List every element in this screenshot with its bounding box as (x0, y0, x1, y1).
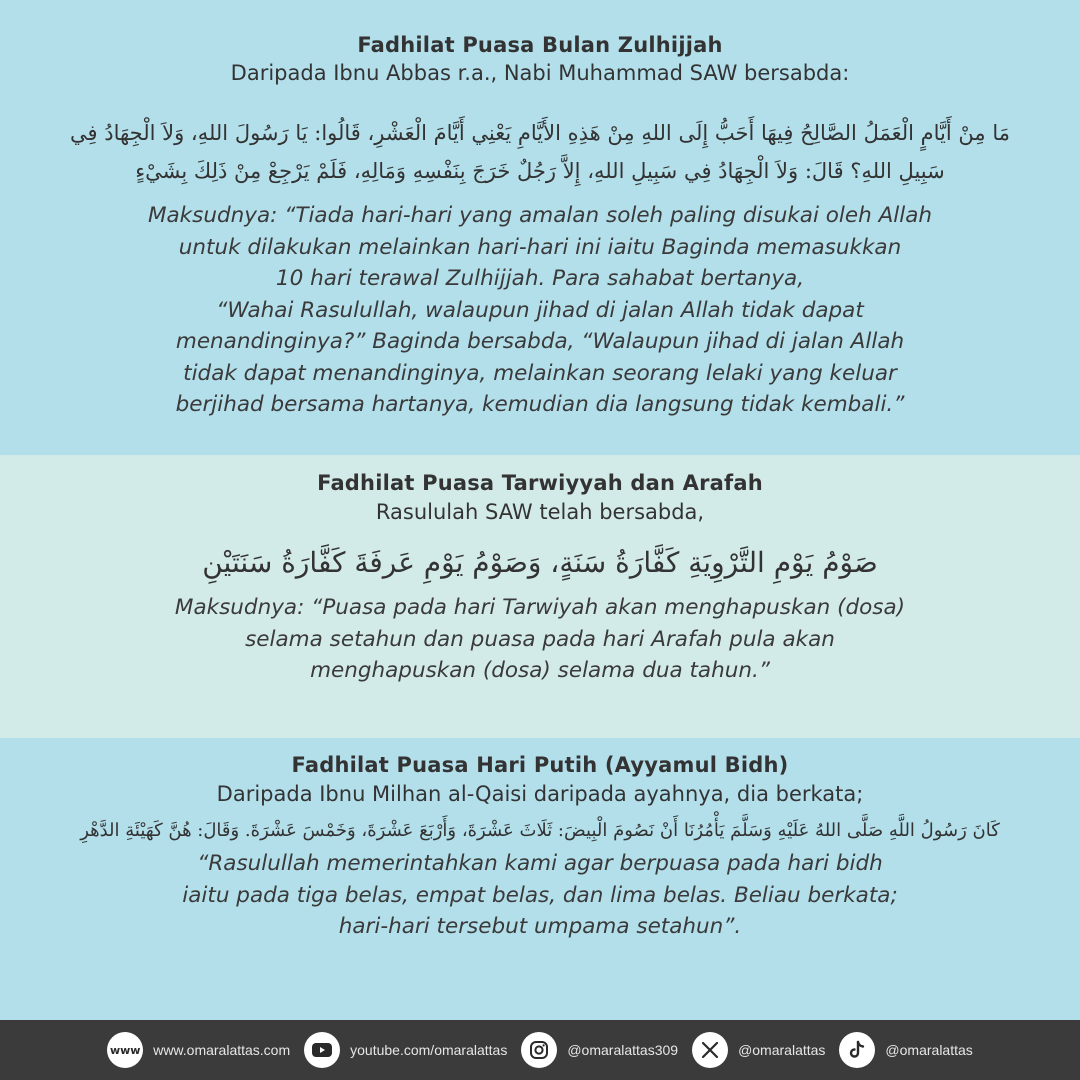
translation-line: selama setahun dan puasa pada hari Arafah pula akan (245, 626, 835, 652)
section-tarwiyyah-arafah (0, 455, 1080, 738)
section-title: Fadhilat Puasa Bulan Zulhijjah (357, 33, 723, 57)
translation-line: untuk dilakukan melainkan hari-hari ini iaitu Baginda memasukkan (178, 234, 902, 260)
section-title: Fadhilat Puasa Hari Putih (Ayyamul Bidh) (291, 753, 789, 777)
youtube-icon (304, 1032, 340, 1068)
section-subtitle: Daripada Ibnu Abbas r.a., Nabi Muhammad SAW bersabda: (230, 61, 850, 85)
section-ayyamul-bidh (0, 738, 1080, 1020)
translation-line: tidak dapat menandinginya, melainkan seorang lelaki yang keluar (183, 360, 897, 386)
arabic-hadith-text: مَا مِنْ أَيَّامٍ الْعَمَلُ الصَّالِحُ فِيهَا أَحَبُّ إِلَى اللهِ مِنْ هَذِهِ الأَيَّامِ يَعْنِي أَيَّامَ الْعَشْرِ، قَالُوا: يَا رَسُولَ اللهِ، وَلاَ الْجِهَادُ فِي سَبِيلِ اللهِ؟ قَالَ: وَلاَ الْجِهَادُ فِي سَبِيلِ اللهِ، إِلاَّ رَجُلٌ خَرَجَ بِنَفْسِهِ وَمَالِهِ، فَلَمْ يَرْجِعْ مِنْ ذَلِكَ بِشَيْءٍ (70, 121, 1010, 183)
translation-line: menandinginya?” Baginda bersabda, “Walaupun jihad di jalan Allah (175, 329, 905, 354)
section-subtitle: Daripada Ibnu Milhan al-Qaisi daripada ayahnya, dia berkata; (216, 782, 864, 806)
translation-line: berjihad bersama hartanya, kemudian dia langsung tidak kembali.” (175, 392, 905, 417)
tiktok-icon (839, 1032, 875, 1068)
translation-line: iaitu pada tiga belas, empat belas, dan lima belas. Beliau berkata; (182, 882, 898, 908)
social-youtube[interactable] (304, 1032, 507, 1068)
social-handle[interactable]: youtube.com/omaralattas (350, 1042, 508, 1058)
social-handle[interactable]: @omaralattas (738, 1042, 826, 1058)
translation-text (0, 200, 1080, 421)
instagram-icon (521, 1032, 557, 1068)
translation-line: menghapuskan (dosa) selama dua tahun.” (310, 658, 770, 683)
arabic-hadith-text: كَانَ رَسُولُ اللَّهِ صَلَّى اللهُ عَلَيْهِ وَسَلَّمَ يَأْمُرُنَا أَنْ نَصُومَ الْبِيضَ: ثَلَاثَ عَشْرَةَ، وَأَرْبَعَ عَشْرَةَ، وَخَمْسَ عَشْرَةَ. وَقَالَ: هُنَّ كَهَيْئَةِ الدَّهْرِ (80, 820, 1000, 841)
section-zulhijjah (0, 0, 1080, 455)
section-subtitle: Rasululah SAW telah bersabda, (375, 500, 705, 524)
translation-line: “Rasulullah memerintahkan kami agar berpuasa pada hari bidh (197, 851, 883, 876)
social-handle[interactable]: @omaralattas309 (567, 1042, 679, 1058)
translation-line: Maksudnya: “Tiada hari-hari yang amalan soleh paling disukai oleh Allah (147, 203, 933, 228)
translation-line: “Wahai Rasulullah, walaupun jihad di jalan Allah tidak dapat (216, 297, 864, 323)
social-x[interactable] (692, 1032, 825, 1068)
translation-text (0, 592, 1080, 687)
social-footer (0, 1020, 1080, 1080)
translation-line: hari-hari tersebut umpama setahun”. (338, 914, 742, 939)
x-twitter-icon (692, 1032, 728, 1068)
social-website[interactable] (107, 1032, 290, 1068)
arabic-hadith-text: صَوْمُ يَوْمِ التَّرْوِيَةِ كَفَّارَةُ سَنَةٍ، وَصَوْمُ يَوْمِ عَرفَةَ كَفَّارَةُ سَنَتَيْنِ (202, 546, 878, 579)
translation-line: 10 hari terawal Zulhijjah. Para sahabat bertanya, (275, 266, 805, 291)
section-title: Fadhilat Puasa Tarwiyyah dan Arafah (317, 471, 763, 495)
social-tiktok[interactable] (839, 1032, 972, 1068)
www-globe-icon: www (107, 1032, 143, 1068)
translation-text (0, 848, 1080, 943)
social-instagram[interactable] (521, 1032, 678, 1068)
social-handle[interactable]: www.omaralattas.com (153, 1042, 291, 1058)
social-handle[interactable]: @omaralattas (885, 1042, 973, 1058)
translation-line: Maksudnya: “Puasa pada hari Tarwiyah akan menghapuskan (dosa) (174, 595, 906, 620)
